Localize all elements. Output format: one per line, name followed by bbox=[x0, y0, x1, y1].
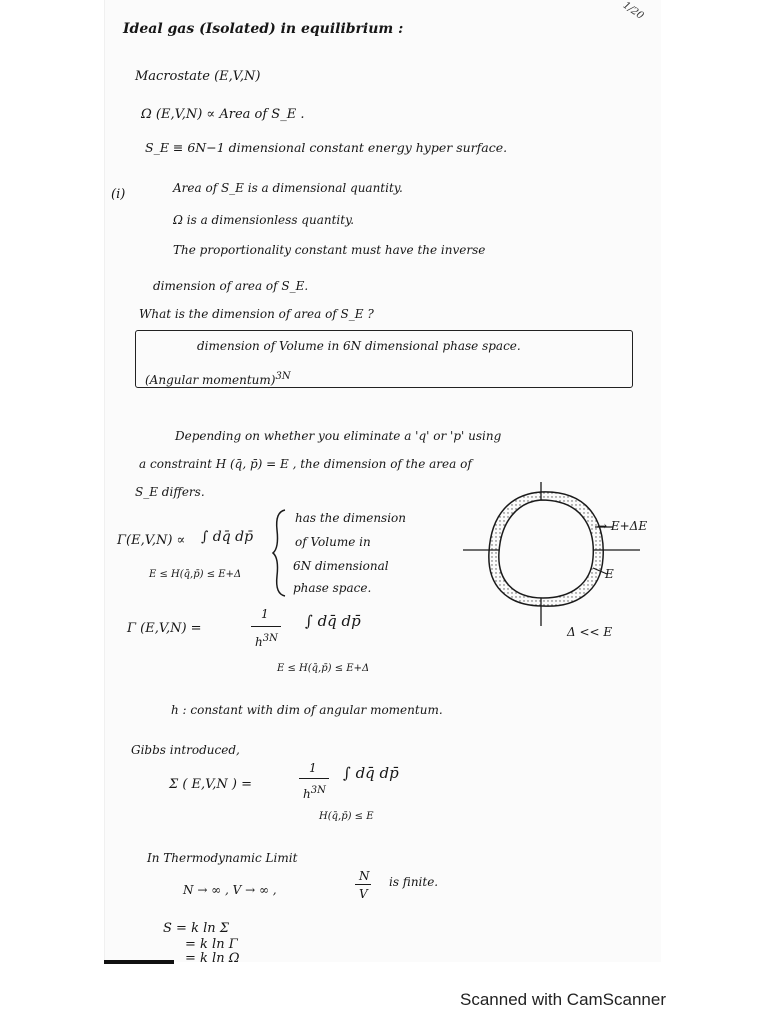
point-i-line4: dimension of area of S_E. bbox=[153, 279, 309, 293]
thermo-intro: In Thermodynamic Limit bbox=[147, 851, 298, 865]
gibbs-denominator: $h^{3N}$ bbox=[303, 785, 326, 801]
point-i-line1: Area of S_E is a dimensional quantity. bbox=[173, 181, 403, 195]
title: Ideal gas (Isolated) in equilibrium : bbox=[123, 21, 404, 37]
page-bottom-edge bbox=[104, 960, 174, 964]
gamma-proportional-limit: E ≤ H(q̄,p̄) ≤ E+Δ bbox=[149, 569, 242, 580]
omega-proportional: Ω (E,V,N) ∝ Area of S_E . bbox=[141, 107, 305, 122]
gamma-eq-fraction-bar bbox=[251, 626, 281, 627]
gamma-eq-denominator: $h^{3N}$ bbox=[255, 633, 278, 649]
entropy-line2: = k ln Γ bbox=[185, 937, 238, 952]
answer-line2 bbox=[145, 372, 291, 386]
gamma-note1: has the dimension bbox=[295, 511, 406, 525]
gamma-proportional-integral: ∫ dq̄ dp̄ bbox=[201, 529, 254, 545]
point-i-marker: (i) bbox=[111, 187, 126, 202]
outer-shell-label: → E+ΔE bbox=[597, 519, 648, 533]
gamma-eq-limit: E ≤ H(q̄,p̄) ≤ E+Δ bbox=[277, 663, 370, 674]
gibbs-lhs: Σ ( E,V,N ) = bbox=[169, 777, 253, 792]
curly-brace bbox=[271, 508, 291, 598]
thermo-ratio-num: N bbox=[359, 869, 370, 883]
gamma-eq-integral: ∫ dq̄ dp̄ bbox=[305, 612, 361, 630]
point-i-line3: The proportionality constant must have the inverse bbox=[173, 243, 486, 257]
se-definition: S_E ≡ 6N−1 dimensional constant energy hyper surface. bbox=[145, 140, 508, 155]
h-definition: h : constant with dim of angular momentum. bbox=[171, 703, 443, 717]
thermo-limits: N → ∞ , V → ∞ , bbox=[183, 883, 277, 897]
gamma-eq-lhs: Γ (E,V,N) = bbox=[127, 621, 202, 636]
gamma-proportional-lhs: Γ(E,V,N) ∝ bbox=[117, 533, 186, 548]
angular-momentum-exponent: 3N bbox=[275, 371, 291, 382]
gamma-note3: 6N dimensional bbox=[293, 559, 389, 573]
angular-momentum: (Angular momentum) bbox=[145, 373, 276, 387]
corner-date: 1/20 bbox=[620, 0, 646, 22]
gibbs-integral: ∫ dq̄ dp̄ bbox=[343, 764, 399, 782]
dimension-question: What is the dimension of area of S_E ? bbox=[139, 307, 374, 321]
notebook-page bbox=[104, 0, 661, 962]
scanner-watermark: Scanned with CamScanner bbox=[460, 990, 667, 1009]
gamma-note2: of Volume in bbox=[295, 535, 371, 549]
thermo-ratio-den: V bbox=[359, 887, 368, 901]
macrostate: Macrostate (E,V,N) bbox=[135, 69, 261, 84]
inner-shell bbox=[499, 500, 593, 598]
thermo-ratio-bar bbox=[355, 884, 371, 885]
depending-line3: S_E differs. bbox=[135, 485, 205, 499]
gamma-note4: phase space. bbox=[293, 581, 372, 595]
thermo-finite: is finite. bbox=[389, 875, 439, 889]
gibbs-fraction-bar bbox=[299, 778, 329, 779]
depending-line2: a constraint H (q̄, p̄) = E , the dimension of the area of bbox=[139, 457, 472, 471]
answer-line1: dimension of Volume in 6N dimensional phase space. bbox=[197, 339, 521, 353]
entropy-line1: S = k ln Σ bbox=[163, 921, 229, 936]
gibbs-numerator: 1 bbox=[309, 761, 317, 775]
delta-condition: Δ << E bbox=[567, 625, 613, 639]
entropy-line3: = k ln Ω bbox=[185, 951, 240, 962]
depending-line1: Depending on whether you eliminate a 'q' or 'p' using bbox=[175, 429, 502, 443]
gibbs-limit: H(q̄,p̄) ≤ E bbox=[319, 811, 374, 822]
gibbs-intro: Gibbs introduced, bbox=[131, 743, 240, 757]
energy-shell-figure bbox=[455, 480, 655, 640]
inner-shell-label: E bbox=[605, 567, 614, 581]
gamma-eq-numerator: 1 bbox=[261, 607, 269, 621]
point-i-line2: Ω is a dimensionless quantity. bbox=[173, 213, 355, 227]
